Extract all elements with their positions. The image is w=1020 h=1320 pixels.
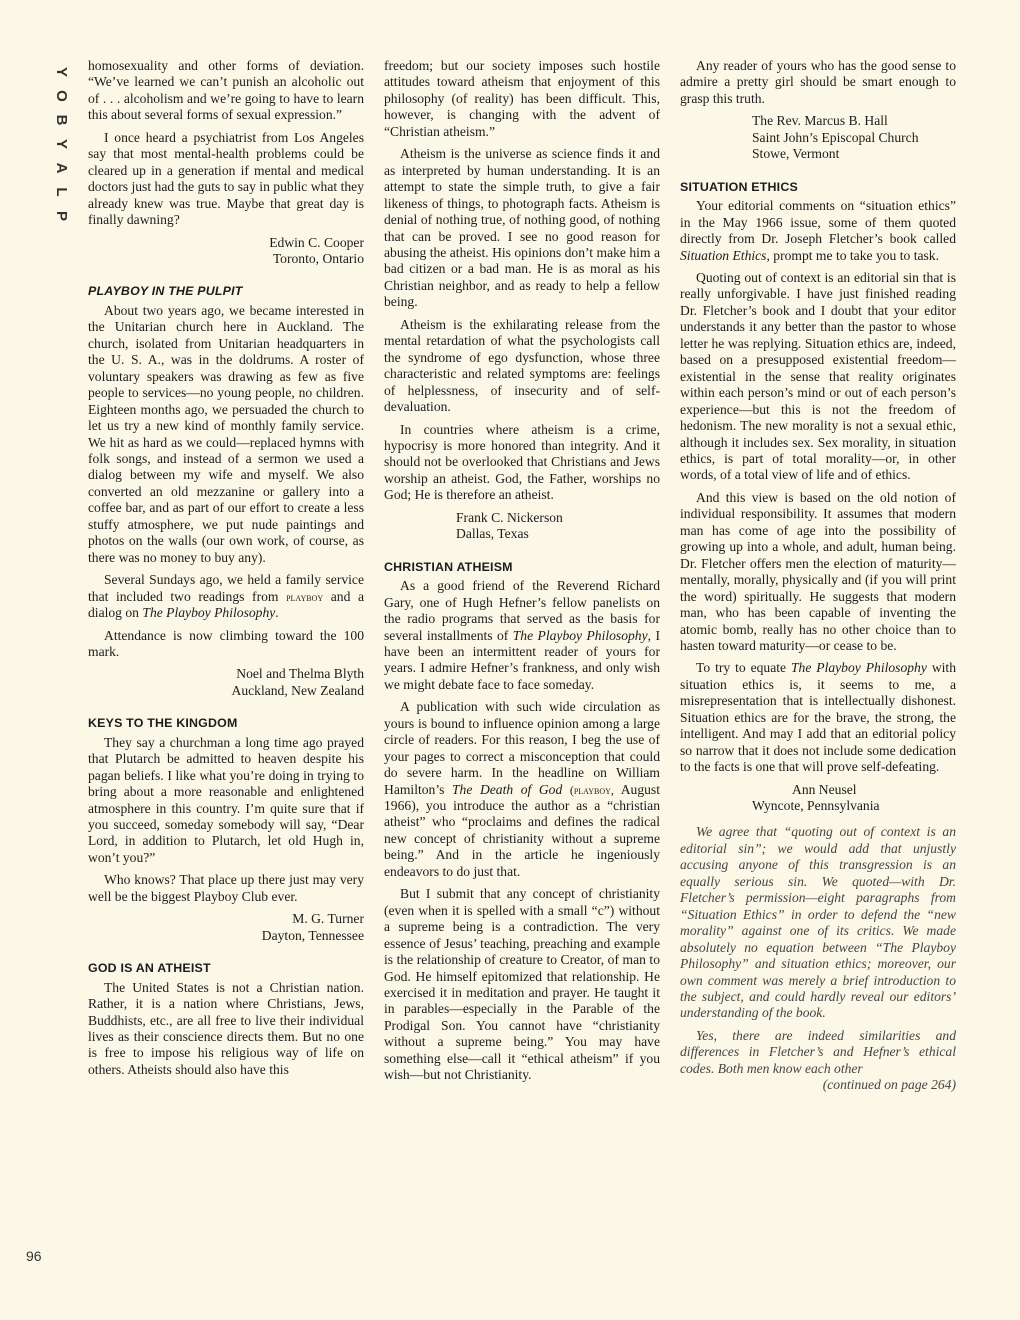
paragraph: Atheism is the exhilarating release from the mental retardation of what the psychologists call the syndrome of ego dysfunction, whose three characteristic and related symptoms are: feelings of helplessness, of insecurity and of self-devaluation. (384, 316, 660, 415)
paragraph: About two years ago, we became interested in the Unitarian church here in Auckland. The church, isolated from Unitarian headquarters in the U. S. A., was in the doldrums. A roster of voluntary speakers was drawing as few as five people to services—no young people, no children. Eighteen months ago, we persuaded the church to let us try a new kind of monthly family service. We hit as hard as we could—replaced hymns with folk songs, and instead of a sermon we used a dialog between my wife and myself. We also converted an old mezzanine or gallery into a coffee bar, and as part of our effort to create a less stuffy atmosphere, we put nude paintings and photos on the walls (our own work, of course, as there was no money to buy any). (88, 302, 364, 565)
paragraph: A publication with such wide circulation as yours is bound to influence opinion among a large circle of readers. For this reason, I beg the use of your pages to correct a misconception that could do severe harm. In the headline on William Hamilton’s The Death of God (playboy, August 1966), you introduce the author as a “christian atheist” who “proclaims and defines the radical new concept of christianity without a supreme being.” And in the article he ingeniously endeavors to do just that. (384, 699, 660, 879)
paragraph: freedom; but our society imposes such hostile attitudes toward atheism that enjoyment of this philosophy (of reality) has been difficult. This, however, is changing with the advent of “Christian atheism.” (384, 58, 660, 139)
masthead-letter: P (53, 210, 70, 221)
paragraph: In countries where atheism is a crime, hypocrisy is more honored than integrity. And it should not be overlooked that Christians and Jews worship an atheist. God, the Father, worships no God; He is therefore an atheist. (384, 421, 660, 503)
paragraph: Quoting out of context is an editorial sin that is really unforgivable. I have just finished reading Dr. Fletcher’s book and I doubt that your editor understands it any better than the pastor to whose letter he was replying. Situation ethics are, indeed, based on a presupposed existential freedom—existential in the sense that reality originates within each person’s mind or out of each person’s experience—but this is not the freedom of hedonism. The new morality is not a sexual ethic, although it includes sex. Sex morality, in situation ethics, is part of total morality—or, in other words, of a total view of life and of ethics. (680, 269, 956, 483)
paragraph: Any reader of yours who has the good sense to admire a pretty girl should be smart enough to grasp this truth. (680, 58, 956, 106)
masthead-letter: B (53, 114, 70, 126)
letter-signature (88, 666, 364, 699)
paragraph: As a good friend of the Reverend Richard Gary, one of Hugh Hefner’s fellow panelists on the radio programs that served as the basis for several installments of The Playboy Philosophy, I have been an intermittent reader of yours for years. I admire Hefner’s frankness, and only wish we might debate face to face someday. (384, 578, 660, 692)
signature-name: The Rev. Marcus B. Hall (752, 113, 888, 129)
paragraph: homosexuality and other forms of deviation. “We’ve learned we can’t punish an alcoholic out of . . . alcoholism and we’re going to have to learn this about several forms of sexual expression.” (88, 58, 364, 123)
letter-signature (384, 510, 660, 543)
letter-signature (88, 911, 364, 944)
letter-signature (680, 113, 956, 162)
letter-signature (88, 235, 364, 268)
signature-name: Noel and Thelma Blyth (236, 666, 364, 682)
paragraph: Attendance is now climbing toward the 100 mark. (88, 627, 364, 659)
signature-place: Wyncote, Pennsylvania (752, 798, 880, 814)
section-heading: SITUATION ETHICS (680, 179, 798, 194)
paragraph: And this view is based on the old notion of individual responsibility. It assumes that modern man has come of age into the possibility of growing up into a whole, and adult, human being. Dr. Fletcher offers men the election of maturity—mentally, morally, physically and (if you will print the word) spiritually. He suggests that modern man, who has been capable of inventing the atomic bomb, really has no other choice than to hasten toward maturity—or cease to be. (680, 489, 956, 653)
paragraph: They say a churchman a long time ago prayed that Plutarch be admitted to heaven despite his pagan beliefs. I like what you’re doing in trying to bring about a more reasonable and enlightened atmosphere in this country. I’m quite sure that if you succeed, someday somebody will say, “Dear Lord, in addition to Plutarch, let old Hugh in, won’t you?” (88, 734, 364, 865)
column-3 (680, 58, 956, 1094)
letter-signature (680, 782, 956, 815)
masthead-letter: A (53, 162, 70, 174)
editor-reply: We agree that “quoting out of context is an editorial sin”; we would add that unjustly accusing anyone of this transgression is an equally serious sin. We quoted—with Dr. Fletcher’s permission—eight paragraphs from “Situation Ethics” in order to defend the “new morality” against one of its critics. We made absolutely no equation between “The Playboy Philosophy” and situation ethics; moreover, our own comment was merely a brief introduction to the subject, and could hardly reveal our editors’ understanding of the book. (680, 824, 956, 1021)
masthead-letter: Y (53, 138, 70, 149)
section-heading: CHRISTIAN ATHEISM (384, 559, 513, 574)
section-heading: GOD IS AN ATHEIST (88, 961, 211, 976)
column-1 (88, 58, 364, 1084)
editor-reply: Yes, there are indeed similarities and differences in Fletcher’s and Hefner’s ethical codes. Both men know each other (680, 1027, 956, 1076)
signature-place: Dayton, Tennessee (261, 927, 364, 943)
masthead-letter: L (53, 187, 70, 197)
signature-place: Stowe, Vermont (752, 146, 840, 162)
paragraph: Atheism is the universe as science finds it and as interpreted by human understanding. It is an attempt to state the simple truth, to give a fair likeness of things, to photograph facts. Atheism is denial of nothing true, of nothing good, of nothing that can be proved. I see no good reason for abusing the atheist. His opinions don’t make him a bad citizen or a bad man. He is as moral as his Christian neighbor, and as ready to help a fellow being. (384, 146, 660, 310)
signature-church: Saint John’s Episcopal Church (752, 129, 919, 145)
section-heading: PLAYBOY IN THE PULPIT (88, 284, 243, 299)
masthead-letter: O (53, 90, 70, 102)
masthead-letter: Y (53, 66, 70, 77)
page-number: 96 (26, 1248, 42, 1264)
signature-name: Frank C. Nickerson (456, 509, 563, 525)
signature-name: Edwin C. Cooper (269, 234, 364, 250)
continued-note: (continued on page 264) (822, 1077, 956, 1093)
signature-name: M. G. Turner (292, 911, 364, 927)
signature-place: Auckland, New Zealand (231, 682, 364, 698)
paragraph: Your editorial comments on “situation ethics” in the May 1966 issue, some of them quoted directly from Dr. Joseph Fletcher’s book called Situation Ethics, prompt me to take you to task. (680, 198, 956, 263)
section-heading: KEYS TO THE KINGDOM (88, 716, 238, 731)
paragraph: But I submit that any concept of christianity (even when it is spelled with a small “c”) without a supreme being is a contradiction. The very essence of Jesus’ teaching, preaching and example is the relationship of creature to Creator, of man to God. He himself epitomized that relationship. He exercised it in meditation and prayer. He taught it in parables—especially in the Parable of the Prodigal Son. You cannot have “christianity without a supreme being.” You may have something else—call it “ethical atheism” if you wish—but not Christianity. (384, 886, 660, 1083)
paragraph: I once heard a psychiatrist from Los Angeles say that most mental-health problems could be cleared up in a generation if mental and medical doctors just had the guts to say in public what they already knew was true. Maybe that great day is finally dawning? (88, 129, 364, 228)
column-2 (384, 58, 660, 1090)
paragraph: Several Sundays ago, we held a family service that included two readings from playboy and a dialog on The Playboy Philosophy. (88, 572, 364, 621)
signature-place: Toronto, Ontario (272, 250, 364, 266)
signature-place: Dallas, Texas (456, 526, 529, 542)
signature-name: Ann Neusel (792, 781, 857, 797)
paragraph: The United States is not a Christian nation. Rather, it is a nation where Christians, Jews, Buddhists, etc., are all free to live their individual lives as their conscience directs them. But no one is free to impose his religious way of life on others. Atheists should also have this (88, 979, 364, 1077)
masthead-vertical (50, 60, 72, 228)
paragraph: Who knows? That place up there just may very well be the biggest Playboy Club ever. (88, 872, 364, 904)
paragraph: To try to equate The Playboy Philosophy with situation ethics is, it seems to me, a misrepresentation that is intellectually dishonest. Situation ethics are for the brave, the strong, the intelligent. And may I add that an editorial policy so narrow that it does not include some dedication to the facts is one that will prove self-defeating. (680, 660, 956, 775)
